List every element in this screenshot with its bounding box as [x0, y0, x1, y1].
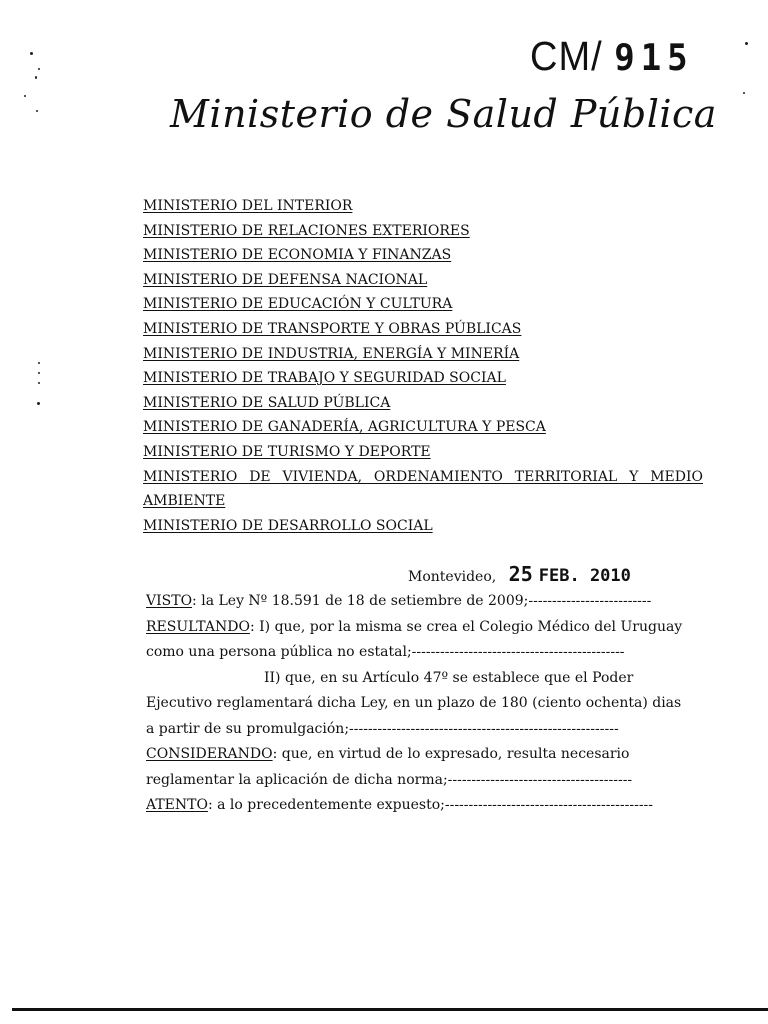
- resultando-ii-line-1: II) que, en su Artículo 47º se establece que el Poder: [264, 669, 634, 686]
- document-number-prefix: CM/: [530, 34, 603, 80]
- scan-speck: [24, 95, 26, 97]
- dateline: [408, 562, 631, 586]
- date-stamp: [508, 562, 631, 586]
- resultando-ii-line-3: a partir de su promulgación;---------------------------------------------------------: [146, 720, 619, 737]
- visto-paragraph: [146, 589, 704, 615]
- scan-speck: [38, 68, 40, 70]
- scan-speck: [38, 382, 40, 384]
- scan-speck: [745, 42, 748, 45]
- document-number-value: 915: [614, 36, 694, 80]
- visto-text: : la Ley Nº 18.591 de 18 de setiembre de 2009;--------------------------: [192, 593, 652, 609]
- addressee-item: MINISTERIO DE TRABAJO Y SEGURIDAD SOCIAL: [143, 370, 506, 387]
- addressee-item: MINISTERIO DE RELACIONES EXTERIORES: [143, 222, 470, 239]
- addressee-item: MINISTERIO DEL INTERIOR: [143, 198, 353, 214]
- addressee-item: MINISTERIO DE VIVIENDA, ORDENAMIENTO TERRITORIAL Y MEDIO: [143, 468, 703, 485]
- addressee-item: MINISTERIO DE TRANSPORTE Y OBRAS PÚBLICAS: [143, 320, 522, 337]
- atento-text: : a lo precedentemente expuesto;--------------------------------------------: [207, 797, 654, 813]
- date-stamp-month-year: FEB. 2010: [538, 566, 631, 586]
- considerando-line: [146, 742, 704, 768]
- addressee-item: MINISTERIO DE EDUCACIÓN Y CULTURA: [143, 296, 453, 313]
- addressee-item: MINISTERIO DE GANADERÍA, AGRICULTURA Y PESCA: [143, 419, 546, 436]
- addressee-item: MINISTERIO DE INDUSTRIA, ENERGÍA Y MINERÍA: [143, 345, 520, 362]
- scan-speck: [36, 110, 38, 112]
- addressee-item: MINISTERIO DE DESARROLLO SOCIAL: [143, 517, 433, 534]
- dateline-place: Montevideo,: [408, 569, 497, 585]
- addressee-item: MINISTERIO DE ECONOMIA Y FINANZAS: [143, 247, 452, 264]
- scan-speck: [38, 362, 40, 364]
- scan-speck: [743, 92, 745, 94]
- resultando-i-line-2: como una persona pública no estatal;---------------------------------------------: [146, 644, 625, 660]
- document-number: [530, 34, 694, 80]
- considerando-line-2: reglamentar la aplicación de dicha norma;---------------------------------------: [146, 771, 633, 788]
- scan-speck: [35, 76, 37, 79]
- resultando-ii-line-2: Ejecutivo reglamentará dicha Ley, en un plazo de 180 (ciento ochenta) dias: [146, 695, 682, 711]
- addressee-item: MINISTERIO DE TURISMO Y DEPORTE: [143, 443, 431, 460]
- addressee-list: [143, 194, 703, 538]
- resultando-i-line: [146, 615, 704, 641]
- atento-paragraph: [146, 793, 704, 819]
- addressee-item-continuation: AMBIENTE: [143, 493, 226, 510]
- addressee-item: MINISTERIO DE DEFENSA NACIONAL: [143, 271, 428, 288]
- scan-speck: [38, 372, 40, 374]
- date-stamp-day: 25: [508, 562, 533, 586]
- scan-speck: [37, 402, 40, 405]
- letterhead-title: Ministerio de Salud Pública: [170, 92, 717, 136]
- considerando-label: CONSIDERANDO: [146, 746, 273, 762]
- decree-body: [146, 589, 704, 819]
- bottom-scan-edge: [12, 1008, 768, 1011]
- addressee-item: MINISTERIO DE SALUD PÚBLICA: [143, 394, 391, 411]
- scan-speck: [30, 52, 33, 55]
- considerando-text: : que, en virtud de lo expresado, resulta necesario: [272, 746, 630, 762]
- resultando-i-text: : I) que, por la misma se crea el Colegio Médico del Uruguay: [249, 618, 683, 635]
- visto-label: VISTO: [146, 593, 193, 609]
- resultando-label: RESULTANDO: [146, 618, 250, 635]
- atento-label: ATENTO: [146, 797, 208, 813]
